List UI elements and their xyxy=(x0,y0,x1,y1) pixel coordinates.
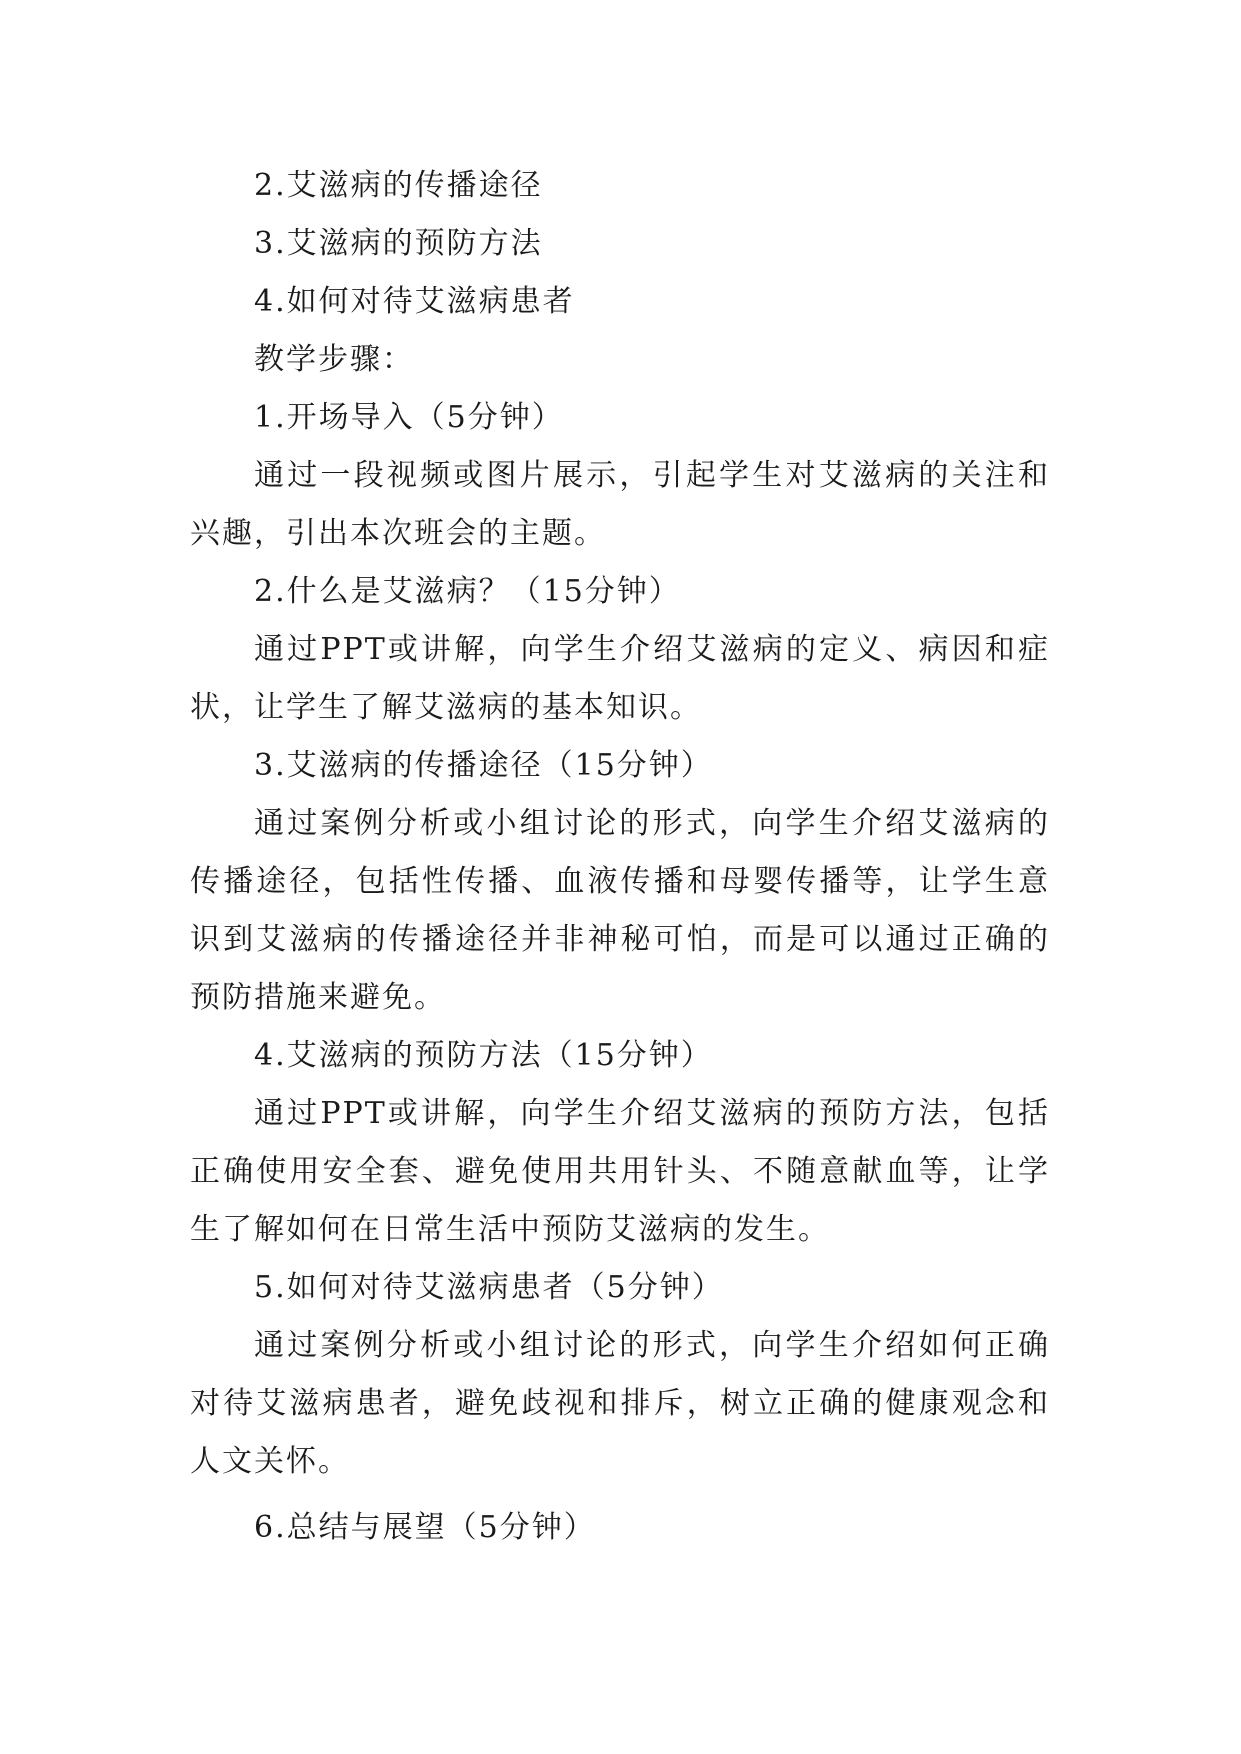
step-4-heading: 4.艾滋病的预防方法（15分钟） xyxy=(254,1038,713,1073)
document-body xyxy=(190,157,1050,1557)
step-1-heading: 1.开场导入（5分钟） xyxy=(254,400,564,435)
step-5-body: 通过案例分析或小组讨论的形式，向学生介绍如何正确对待艾滋病患者，避免歧视和排斥，树立正确的健康观念和人文关怀。 xyxy=(190,1328,1050,1479)
step-6-heading: 6.总结与展望（5分钟） xyxy=(254,1510,596,1545)
topic-item-2: 2.艾滋病的传播途径 xyxy=(254,168,543,203)
topic-item-3: 3.艾滋病的预防方法 xyxy=(254,226,543,261)
step-3-heading: 3.艾滋病的传播途径（15分钟） xyxy=(254,748,713,783)
step-5-heading: 5.如何对待艾滋病患者（5分钟） xyxy=(254,1270,724,1305)
step-2-body: 通过PPT或讲解，向学生介绍艾滋病的定义、病因和症状，让学生了解艾滋病的基本知识。 xyxy=(190,632,1050,725)
topic-item-4: 4.如何对待艾滋病患者 xyxy=(254,284,575,319)
step-2-heading: 2.什么是艾滋病？（15分钟） xyxy=(254,574,681,609)
step-3-body: 通过案例分析或小组讨论的形式，向学生介绍艾滋病的传播途径，包括性传播、血液传播和母婴传播等，让学生意识到艾滋病的传播途径并非神秘可怕，而是可以通过正确的预防措施来避免。 xyxy=(190,806,1050,1015)
teaching-steps-heading: 教学步骤： xyxy=(254,342,414,377)
step-4-body: 通过PPT或讲解，向学生介绍艾滋病的预防方法，包括正确使用安全套、避免使用共用针头、不随意献血等，让学生了解如何在日常生活中预防艾滋病的发生。 xyxy=(190,1096,1050,1247)
step-1-body: 通过一段视频或图片展示，引起学生对艾滋病的关注和兴趣，引出本次班会的主题。 xyxy=(190,458,1050,551)
